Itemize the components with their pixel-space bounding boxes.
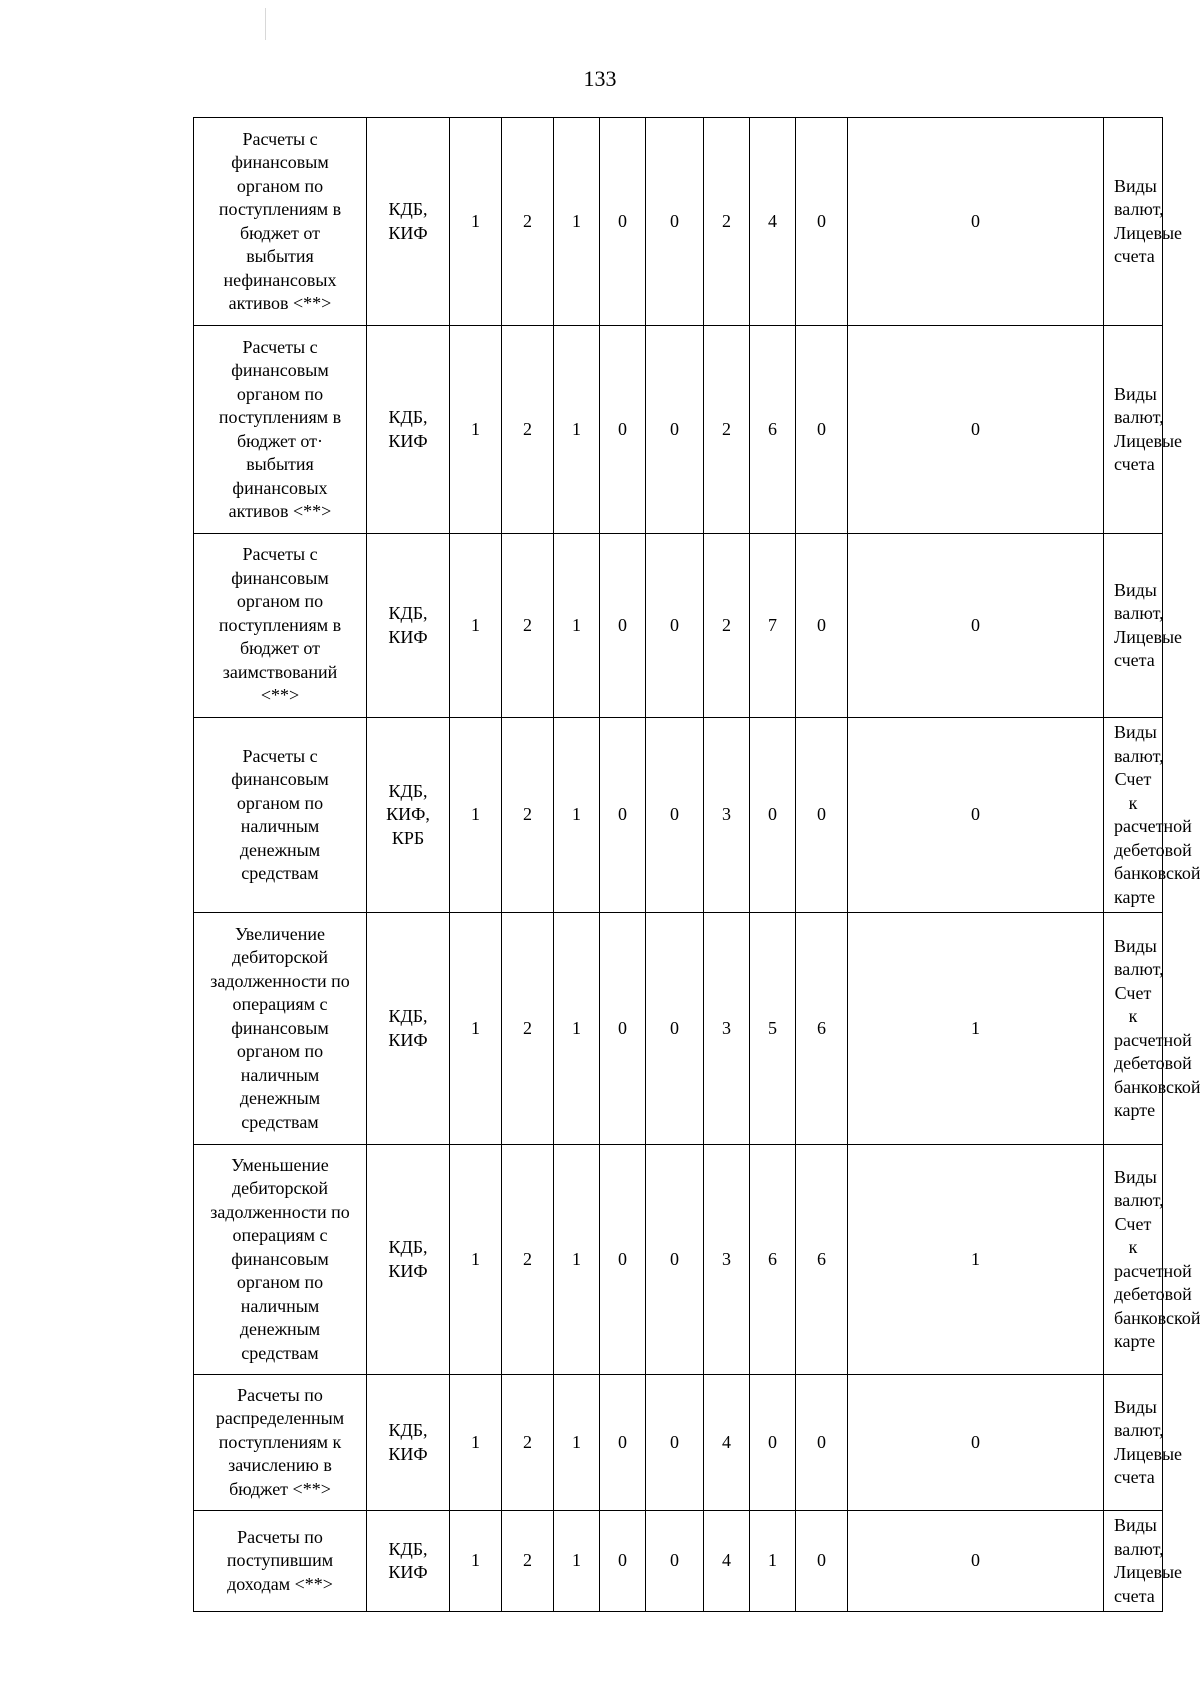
account-digit-cell: 3: [704, 718, 750, 913]
account-digit-cell: 1: [450, 1375, 502, 1511]
account-digit-cell: 1: [450, 718, 502, 913]
text-line: активов <**>: [228, 501, 332, 521]
text-line: финансовым: [231, 1248, 329, 1269]
account-digit-cell: 6: [796, 1145, 848, 1375]
classifier-codes-cell: [367, 718, 450, 913]
classifier-codes-cell: [367, 913, 450, 1145]
text-line: КДБ,: [388, 1420, 428, 1440]
account-digit-cell: 0: [600, 326, 646, 534]
account-digit-cell: 0: [600, 1375, 646, 1511]
classifier-codes-cell: [367, 534, 450, 718]
text-line: КДБ,: [388, 603, 428, 623]
account-name-cell: [194, 534, 367, 718]
text-line: средствам: [241, 1111, 319, 1132]
text-line: Уменьшение: [231, 1154, 329, 1175]
account-digit-cell: 5: [750, 913, 796, 1145]
account-digit-cell: 0: [750, 718, 796, 913]
account-digit-cell: 0: [796, 534, 848, 718]
text-line: счета: [1114, 650, 1155, 670]
account-digit-cell: 4: [704, 1511, 750, 1612]
table-row: [194, 1145, 1163, 1375]
text-line: средствам: [241, 1342, 319, 1363]
account-digit-cell: 0: [796, 326, 848, 534]
account-digit-cell: 1: [450, 326, 502, 534]
text-line: органом по: [236, 1272, 324, 1293]
analytics-note-cell: [1104, 1511, 1183, 1612]
classifier-codes-cell: [367, 118, 450, 326]
text-line: Виды валют, Счет к: [1114, 722, 1164, 813]
analytics-note-cell: [1104, 534, 1183, 718]
text-line: финансовым: [231, 360, 329, 380]
table-row: [194, 913, 1163, 1145]
account-digit-cell: 1: [450, 534, 502, 718]
text-line: счета: [1114, 1467, 1155, 1487]
account-digit-cell: 2: [704, 118, 750, 326]
account-digit-cell: 1: [554, 326, 600, 534]
account-digit-cell: 4: [750, 118, 796, 326]
account-digit-cell: 0: [848, 326, 1104, 534]
account-digit-cell: 2: [502, 118, 554, 326]
account-digit-cell: 1: [554, 913, 600, 1145]
account-digit-cell: 0: [646, 1511, 704, 1612]
text-line: зачислению в: [228, 1455, 332, 1476]
text-line: КДБ,: [388, 1237, 428, 1257]
account-digit-cell: 0: [646, 1145, 704, 1375]
table-row: [194, 1375, 1163, 1511]
text-line: расчетной дебетовой: [1114, 1029, 1192, 1073]
account-digit-cell: 1: [750, 1511, 796, 1612]
account-digit-cell: 0: [796, 1511, 848, 1612]
account-digit-cell: 1: [450, 1511, 502, 1612]
text-line: органом по: [236, 591, 324, 612]
table-row: [194, 718, 1163, 913]
text-line: нефинансовых: [223, 269, 337, 290]
text-line: КИФ: [388, 222, 428, 243]
account-digit-cell: 0: [646, 326, 704, 534]
text-line: Расчеты с: [242, 128, 318, 149]
analytics-note-cell: [1104, 913, 1200, 1145]
text-line: расчетной дебетовой: [1114, 816, 1192, 860]
text-line: банковской карте: [1114, 1076, 1200, 1120]
text-line: выбытия: [246, 246, 314, 266]
text-line: Виды валют, Счет к: [1114, 935, 1164, 1026]
account-name-cell: [194, 1375, 367, 1511]
text-line: КИФ: [388, 626, 428, 647]
analytics-note-cell: [1104, 326, 1183, 534]
text-line: операциям с: [232, 994, 328, 1015]
text-line: задолженности по: [210, 970, 350, 991]
text-line: операциям с: [232, 1225, 328, 1246]
account-digit-cell: 1: [848, 913, 1104, 1145]
account-digit-cell: 0: [646, 1375, 704, 1511]
account-digit-cell: 3: [704, 913, 750, 1145]
account-digit-cell: 1: [450, 913, 502, 1145]
account-digit-cell: 2: [502, 1511, 554, 1612]
text-line: КИФ: [388, 1562, 428, 1582]
scan-artifact-line: [265, 8, 266, 40]
text-line: доходам <**>: [227, 1573, 333, 1594]
text-line: Виды валют, Лицевые: [1114, 1515, 1183, 1582]
account-digit-cell: 6: [796, 913, 848, 1145]
account-digit-cell: 0: [796, 118, 848, 326]
text-line: денежным: [239, 839, 321, 860]
text-line: финансовым: [231, 567, 329, 588]
analytics-note-cell: [1104, 1375, 1183, 1511]
account-digit-cell: 0: [600, 913, 646, 1145]
table-row: [194, 326, 1163, 534]
text-line: КРБ: [391, 827, 425, 848]
account-digit-cell: 7: [750, 534, 796, 718]
text-line: КДБ,: [388, 780, 428, 801]
text-line: наличным: [240, 1064, 320, 1085]
account-digit-cell: 2: [502, 534, 554, 718]
text-line: финансовым: [231, 769, 329, 789]
account-digit-cell: 0: [600, 534, 646, 718]
text-line: банковской карте: [1114, 1307, 1200, 1351]
account-digit-cell: 2: [502, 1145, 554, 1375]
text-line: дебиторской: [231, 1178, 329, 1199]
text-line: финансовых: [232, 477, 328, 498]
text-line: КИФ: [388, 430, 428, 451]
text-line: КИФ: [388, 1443, 428, 1464]
text-line: КИФ: [388, 1029, 428, 1050]
text-line: органом по: [236, 792, 324, 813]
text-line: банковской карте: [1114, 863, 1200, 907]
text-line: органом по: [236, 383, 324, 404]
text-line: КДБ,: [388, 1006, 428, 1026]
text-line: счета: [1114, 246, 1155, 266]
text-line: поступившим: [226, 1550, 334, 1571]
account-digit-cell: 0: [646, 534, 704, 718]
text-line: финансовым: [231, 152, 329, 172]
text-line: поступлениям в: [218, 407, 342, 427]
text-line: КДБ,: [388, 407, 428, 427]
account-digit-cell: 0: [750, 1375, 796, 1511]
text-line: Расчеты с: [242, 336, 318, 357]
account-name-cell: [194, 1145, 367, 1375]
text-line: поступлениям к: [218, 1431, 342, 1452]
account-digit-cell: 0: [848, 534, 1104, 718]
text-line: Увеличение: [234, 923, 325, 944]
classifier-codes-cell: [367, 1145, 450, 1375]
text-line: бюджет от·: [236, 430, 324, 451]
text-line: КИФ: [388, 1260, 428, 1281]
account-digit-cell: 3: [704, 1145, 750, 1375]
text-line: Расчеты по: [237, 1526, 323, 1547]
account-digit-cell: 2: [502, 913, 554, 1145]
table-row: [194, 534, 1163, 718]
text-line: активов <**>: [228, 293, 332, 313]
account-digit-cell: 6: [750, 326, 796, 534]
account-digit-cell: 2: [502, 1375, 554, 1511]
account-name-cell: [194, 118, 367, 326]
text-line: наличным: [240, 816, 320, 836]
account-name-cell: [194, 1511, 367, 1612]
classifier-codes-cell: [367, 1375, 450, 1511]
account-digit-cell: 2: [704, 326, 750, 534]
account-digit-cell: 6: [750, 1145, 796, 1375]
account-name-cell: [194, 718, 367, 913]
text-line: бюджет <**>: [229, 1478, 331, 1499]
text-line: КДБ,: [388, 199, 428, 219]
text-line: денежным: [239, 1319, 321, 1340]
account-digit-cell: 1: [554, 534, 600, 718]
account-digit-cell: 1: [554, 1375, 600, 1511]
text-line: органом по: [236, 1041, 324, 1062]
text-line: наличным: [240, 1295, 320, 1316]
account-digit-cell: 2: [502, 718, 554, 913]
account-digit-cell: 1: [554, 718, 600, 913]
text-line: распределенным: [215, 1408, 345, 1429]
account-digit-cell: 0: [600, 1511, 646, 1612]
text-line: <**>: [260, 685, 300, 706]
analytics-note-cell: [1104, 718, 1200, 913]
account-digit-cell: 4: [704, 1375, 750, 1511]
text-line: КДБ,: [388, 1538, 428, 1559]
text-line: заимствований: [222, 661, 338, 682]
classifier-codes-cell: [367, 326, 450, 534]
table-row: [194, 1511, 1163, 1612]
account-digit-cell: 1: [848, 1145, 1104, 1375]
text-line: Виды валют, Лицевые: [1114, 175, 1183, 243]
account-digit-cell: 1: [450, 1145, 502, 1375]
text-line: финансовым: [231, 1017, 329, 1038]
account-digit-cell: 0: [848, 1511, 1104, 1612]
account-digit-cell: 0: [600, 118, 646, 326]
account-digit-cell: 0: [600, 718, 646, 913]
table-row: [194, 118, 1163, 326]
analytics-note-cell: [1104, 1145, 1200, 1375]
account-digit-cell: 0: [796, 1375, 848, 1511]
text-line: выбытия: [246, 454, 314, 474]
account-digit-cell: 1: [554, 118, 600, 326]
account-name-cell: [194, 913, 367, 1145]
account-digit-cell: 2: [502, 326, 554, 534]
text-line: Виды валют, Лицевые: [1114, 383, 1183, 451]
account-digit-cell: 0: [646, 913, 704, 1145]
text-line: поступлениям в: [218, 199, 342, 219]
account-digit-cell: 0: [848, 1375, 1104, 1511]
text-line: счета: [1114, 454, 1155, 474]
account-digit-cell: 1: [554, 1145, 600, 1375]
text-line: Виды валют, Лицевые: [1114, 1396, 1183, 1464]
text-line: Виды валют, Счет к: [1114, 1166, 1164, 1257]
account-digit-cell: 2: [704, 534, 750, 718]
account-digit-cell: 1: [450, 118, 502, 326]
account-digit-cell: 0: [646, 718, 704, 913]
analytics-note-cell: [1104, 118, 1183, 326]
text-line: Расчеты с: [242, 544, 318, 565]
text-line: денежным: [239, 1088, 321, 1109]
accounts-table: [193, 117, 1200, 1612]
text-line: расчетной дебетовой: [1114, 1260, 1192, 1304]
account-digit-cell: 0: [600, 1145, 646, 1375]
account-digit-cell: 0: [848, 118, 1104, 326]
text-line: бюджет от: [239, 222, 321, 243]
page-number: 133: [583, 66, 617, 91]
account-digit-cell: 0: [848, 718, 1104, 913]
account-digit-cell: 0: [646, 118, 704, 326]
account-digit-cell: 1: [554, 1511, 600, 1612]
text-line: средствам: [241, 863, 319, 883]
text-line: Расчеты по: [237, 1384, 323, 1405]
classifier-codes-cell: [367, 1511, 450, 1612]
account-name-cell: [194, 326, 367, 534]
text-line: КИФ,: [386, 804, 430, 825]
text-line: дебиторской: [231, 947, 329, 968]
text-line: счета: [1114, 1585, 1155, 1606]
text-line: Расчеты с: [242, 745, 318, 766]
text-line: Виды валют, Лицевые: [1114, 579, 1183, 647]
text-line: поступлениям в: [218, 614, 342, 635]
text-line: задолженности по: [210, 1201, 350, 1222]
account-digit-cell: 0: [796, 718, 848, 913]
text-line: органом по: [236, 175, 324, 196]
text-line: бюджет от: [239, 638, 321, 659]
